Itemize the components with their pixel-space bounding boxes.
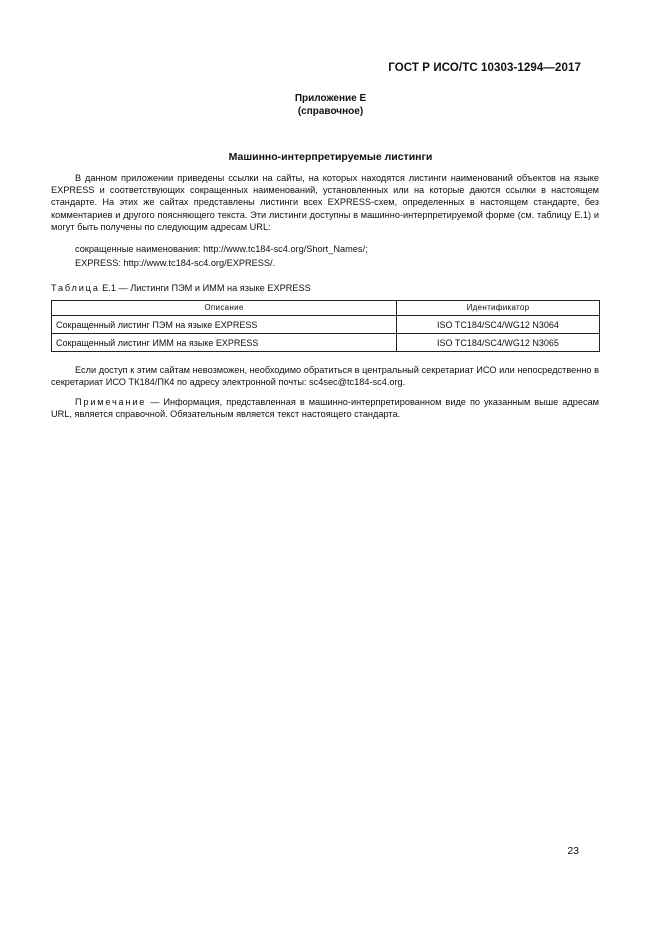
note-paragraph	[51, 396, 599, 420]
section-title: Машинно-интерпретируемые листинги	[228, 151, 433, 163]
document-body	[51, 172, 599, 420]
annex-title: Приложение Е	[294, 93, 367, 104]
table-cell-description: Сокращенный листинг ИММ на языке EXPRESS	[52, 334, 397, 352]
page-number: 23	[567, 845, 579, 857]
column-header-description: Описание	[52, 301, 397, 316]
annex-subtitle: (справочное)	[297, 106, 364, 117]
table-cell-identifier: ISO TC184/SC4/WG12 N3065	[397, 334, 600, 352]
table-row	[52, 316, 600, 334]
standard-header: ГОСТ Р ИСО/ТС 10303-1294—2017	[388, 62, 581, 74]
annex-heading	[0, 92, 661, 118]
note-label: Примечание	[75, 396, 147, 407]
note-text: — Информация, представленная в машинно-интерпретированном виде по указанным выше адресам URL, является справочной. Обязательным является текст настоящего стандарта.	[51, 396, 599, 419]
column-header-identifier: Идентификатор	[397, 301, 600, 316]
listing-table	[51, 300, 600, 352]
access-paragraph: Если доступ к этим сайтам невозможен, необходимо обратиться в центральный секретариат ИСО или непосредственно в секретариат ИСО ТК184/ПК4 по адресу электронной почты: sc4sec@tc184-sc4.org.	[51, 365, 599, 388]
table-cell-description: Сокращенный листинг ПЭМ на языке EXPRESS	[52, 316, 397, 334]
table-caption-label: Таблица	[51, 283, 100, 294]
table-header-row	[52, 301, 600, 316]
table-caption	[51, 282, 599, 294]
url-short-names: сокращенные наименования: http://www.tc184-sc4.org/Short_Names/;	[75, 244, 368, 255]
intro-paragraph: В данном приложении приведены ссылки на сайты, на которых находятся листинги наименований объектов на языке EXPRESS и соответствующих сокращенных наименований, установленных или на которые даются ссылки в настоящем стандарте. На этих же сайтах представлены листинги всех EXPRESS-схем, определенных в настоящем стандарте, без комментариев и другого поясняющего текста. Эти листинги доступны в машинно-интерпретируемой форме (см. таблицу Е.1) и могут быть получены по следующим адресам URL:	[51, 173, 599, 232]
url-express: EXPRESS: http://www.tc184-sc4.org/EXPRESS/.	[75, 258, 276, 269]
url-list	[75, 242, 599, 270]
table-cell-identifier: ISO TC184/SC4/WG12 N3064	[397, 316, 600, 334]
table-caption-text: Е.1 — Листинги ПЭМ и ИММ на языке EXPRESS	[99, 283, 311, 294]
table-row	[52, 334, 600, 352]
